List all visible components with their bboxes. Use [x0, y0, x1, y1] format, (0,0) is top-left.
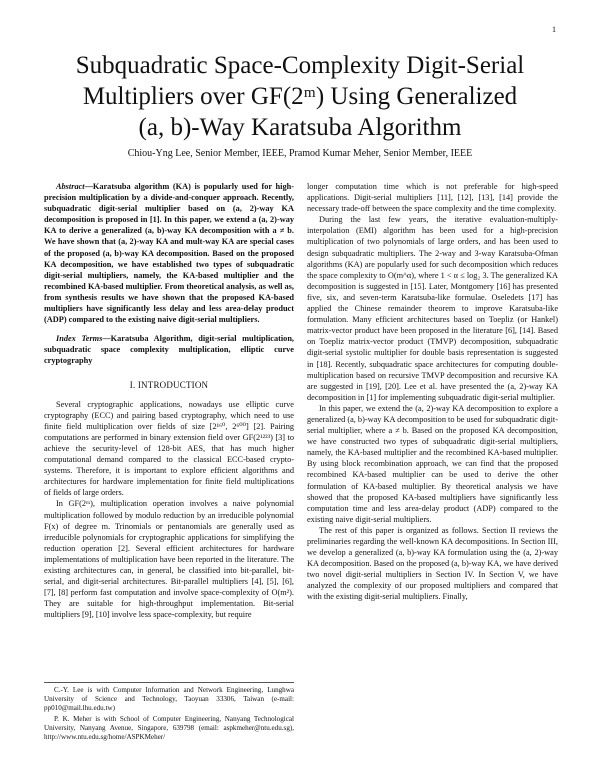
- section-heading-introduction: I. INTRODUCTION: [129, 379, 209, 390]
- title-line-2: Multipliers over GF(2ᵐ) Using Generalized: [82, 83, 518, 110]
- footnote-affiliation-lee: C.-Y. Lee is with Computer Information and Network Engineering, Lunghwa University of Science and Technology, Taoyuan 33306, Taiwan (e-mail: pp010@mail.lhu.edu.tw): [44, 686, 294, 713]
- paragraph: The rest of this paper is organized as follows. Section II reviews the preliminaries regarding the well-known KA decompositions. In Section III, we develop a generalized (a, b)-way KA formulation using the (a, 2)-way KA decomposition. Based on the proposed (a, b)-way KA, we have derived two novel digit-serial multipliers in Section IV. In Section V, we have analyzed the complexity of our proposed multipliers and compared that with the existing digit-serial multipliers. Finally,: [307, 525, 558, 602]
- index-terms-text: —Karatsuba Algorithm, digit-serial multiplication, subquadratic space complexity multiplication, elliptic curve cryptography: [44, 334, 295, 366]
- paragraph: During the last few years, the iterative evaluation-multiply-interpolation (EMI) algorithm has been used for a high-precision multiplication of two polynomials of large orders, and has been used to design subquadratic multipliers. The 2-way and 3-way Karatsuba-Ofman algorithms (KA) are popularly used for such decomposition which reduces the space complexity to O(m^α), where 1 < α ≤ log₂ 3. The generalized KA decomposition is suggested in [15]. Later, Montgomery [16] has presented five, six, and seven-term Karatsuba-like formulae. Oseledets [17] has applied the Chinese remainder theorem to improve Karatsuba-like formulation. Many efficient architectures based on Toepliz (or Hankel) matrix-vector product have been proposed in the literature [6], [14]. Based on Toepliz matrix-vector product (TMVP) decomposition, subquadratic digit-serial systolic multiplier for double basis representation is suggested in [18]. Recently, subquadratic space architectures for computing double-multiplication based on recursive TMVP decomposition and recursive KA are suggested in [19], [20]. Lee et al. have presented the (a, 2)-way KA decomposition in [1] for implementing subquadratic digit-serial multiplier.: [307, 215, 558, 402]
- paragraph: longer computation time which is not preferable for high-speed applications. Digit-serial multipliers [11], [12], [13], [14] provide the necessary trade-off between the space complexity and the time complexity.: [307, 182, 558, 214]
- page-number: 1: [552, 25, 556, 34]
- title-line-1: Subquadratic Space-Complexity Digit-Serial: [75, 52, 525, 79]
- paragraph: In this paper, we extend the (a, 2)-way KA decomposition to explore a generalized (a, b)-way KA decomposition to be used for subquadratic digit-serial multiplier, where a ≠ b. Based on the proposed KA decomposition, we have constructed two types of subquadratic digit-serial multipliers, namely, the KA-based multiplier and the recombined KA-based multiplier. By using block recombination approach, we can find that the proposed recombined KA-based multiplier can be used to derive the other formulation of KA-based multiplier. By theoretical analysis we have showed that the proposed KA-based multipliers have significantly less computation time and less area-delay product (ADP) compared to the existing naive digit-serial multipliers.: [307, 403, 558, 524]
- index-terms: [44, 333, 294, 366]
- right-column: [307, 181, 558, 603]
- paper-title: [60, 50, 540, 143]
- left-column: [44, 181, 294, 620]
- paragraph: In GF(2ᵐ), multiplication operation involves a naive polynomial multiplication followed by modulo reduction by an irreducible polynomial F(x) of degree m. Trinomials or pentanomials are generally used as irreducible polynomials for cryptographic applications for simplifying the reduction operation [2]. Several efficient architectures for hardware implementations of multiplication have been reported in the literature. The existing architectures can, in general, be classified into bit-parallel, bit-serial, and digit-serial architectures. Bit-parallel multipliers [4], [5], [6], [7], [8] perform fast computation and involve space-complexity of O(m²). They are suitable for high-throughput implementation. Bit-serial multipliers [9], [10] involve less space-complexity, but require: [44, 499, 294, 620]
- index-terms-lead: Index Terms: [56, 334, 103, 344]
- title-line-3: (a, b)-Way Karatsuba Algorithm: [138, 114, 462, 141]
- paragraph: Several cryptographic applications, nowadays use elliptic curve cryptography (ECC) and pairing based cryptography, which need to use finite field multiplication over fields of size [2¹⁶⁰, 2⁶⁰⁰] [2]. Pairing computations are performed in binary extension field over GF(2¹²²³) [3] to achieve the security-level of 128-bit AES, that has much higher computational demand compared to the classical ECC-based crypto-systems. Therefore, it is important to explore efficient algorithms and architectures for hardware implementation for finite field multiplications of fields of large orders.: [44, 399, 294, 498]
- footnote-affiliation-meher: P. K. Meher is with School of Computer Engineering, Nanyang Technological University, Nanyang Avenue, Singapore, 639798 (email: aspkmeher@ntu.edu.sg), http://www.ntu.edu.sg/home/ASPKMeher/: [44, 714, 294, 742]
- abstract-text: —Karatsuba algorithm (KA) is popularly used for high-precision multiplication by a divide-and-conquer approach. Recently, subquadratic digit-serial multiplier based on (a, 2)-way KA decomposition is proposed in [1]. In this paper, we extend a (a, 2)-way KA to derive a generalized (a, b)-way KA decomposition with a ≠ b. We have shown that (a, 2)-way KA and mult-way KA are special cases of the proposed (a, b)-way KA decomposition. Based on the proposed KA decomposition, we have established two types of subquadratic digit-serial multipliers, namely, the KA-based multiplier and the recombined KA-based multiplier. From theoretical analysis, as well as, from synthesis results we have shown that the proposed KA-based multipliers have significantly less delay and less area-delay product (ADP) compared to the existing naive digit-serial multipliers.: [44, 182, 294, 325]
- abstract-lead: Abstract: [56, 182, 85, 191]
- author-list: Chiou-Yng Lee, Senior Member, IEEE, Pramod Kumar Meher, Senior Member, IEEE: [127, 148, 473, 159]
- footnotes: [44, 682, 294, 743]
- abstract: [44, 181, 294, 325]
